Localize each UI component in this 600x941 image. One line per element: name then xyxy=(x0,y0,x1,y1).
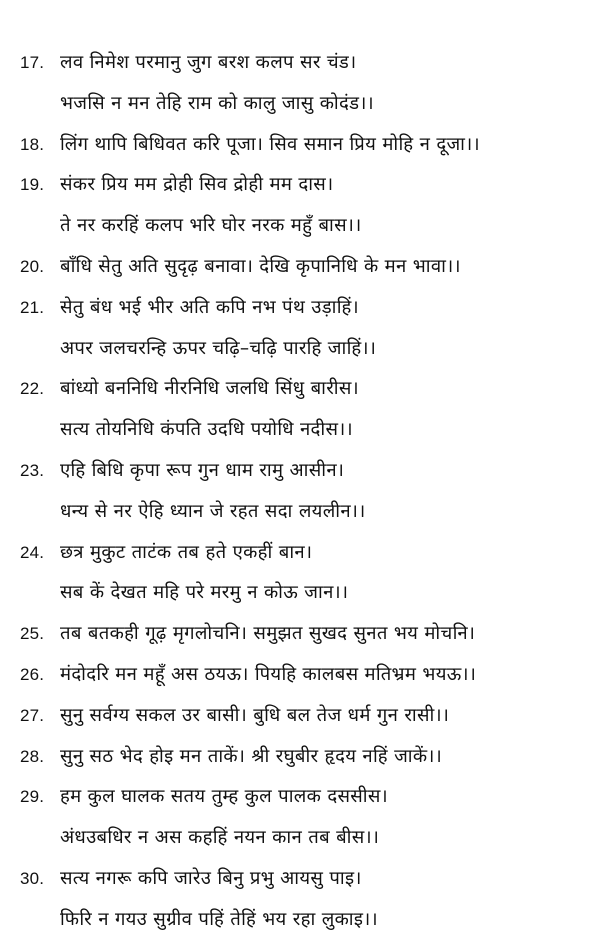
verse-number: 27. xyxy=(20,705,45,725)
verse-line xyxy=(0,43,600,84)
verse-line xyxy=(0,329,600,370)
verse-line xyxy=(0,84,600,125)
verse-number: 20. xyxy=(20,256,45,276)
verse-text: सत्य नगरू कपि जारेउ बिनु प्रभु आयसु पाइ। xyxy=(60,867,362,889)
verse-number: 17. xyxy=(20,53,45,72)
verse-text: सुनु सर्वग्य सकल उर बासी। बुधि बल तेज धर्म गुन रासी।। xyxy=(60,704,450,726)
verse-text: बाँधि सेतु अति सुदृढ़ बनावा। देखि कृपानिधि के मन भावा।। xyxy=(60,255,461,277)
verse-number: 19. xyxy=(20,175,45,195)
verse-number: 26. xyxy=(20,664,45,684)
verse xyxy=(0,165,600,247)
verse-number: 18. xyxy=(20,134,45,154)
verse-text: सेतु बंध भई भीर अति कपि नभ पंथ उड़ाहिं। xyxy=(60,296,359,318)
verse-text: एहि बिधि कृपा रूप गुन धाम रामु आसीन। xyxy=(60,459,345,481)
verse xyxy=(0,737,600,778)
verse-text: सब कें देखत महि परे मरमु न कोऊ जान।। xyxy=(60,582,349,604)
verse-text: सत्य तोयनिधि कंपति उदधि पयोधि नदीस।। xyxy=(60,419,353,441)
verse-line xyxy=(0,288,600,329)
verse-line xyxy=(0,900,600,941)
verse-text: छत्र मुकुट ताटंक तब हते एकहीं बान। xyxy=(60,541,313,563)
verse xyxy=(0,696,600,737)
verse-number: 24. xyxy=(20,542,45,562)
verse-line xyxy=(0,614,600,655)
verse-line xyxy=(0,655,600,696)
verse xyxy=(0,247,600,288)
verse-line xyxy=(0,777,600,818)
verse-line xyxy=(0,737,600,778)
verse-number: 25. xyxy=(20,624,45,644)
verse-line xyxy=(0,369,600,410)
verse-number: 22. xyxy=(20,379,45,399)
verse-line xyxy=(0,818,600,859)
verse-number: 21. xyxy=(20,297,45,317)
verse xyxy=(0,859,600,941)
verse-number: 29. xyxy=(20,787,45,807)
verse xyxy=(0,614,600,655)
verse-number: 23. xyxy=(20,460,45,480)
verse xyxy=(0,125,600,166)
verse-page xyxy=(0,43,600,941)
verse-line xyxy=(0,533,600,574)
verse-line xyxy=(0,696,600,737)
verse-text: संकर प्रिय मम द्रोही सिव द्रोही मम दास। xyxy=(60,174,334,196)
verse-line xyxy=(0,247,600,288)
verse-line xyxy=(0,125,600,166)
verse xyxy=(0,288,600,370)
verse xyxy=(0,43,600,125)
verse-text: बांध्यो बननिधि नीरनिधि जलधि सिंधु बारीस। xyxy=(60,378,359,400)
verse-text: तब बतकही गूढ़ मृगलोचनि। समुझत सुखद सुनत भय मोचनि। xyxy=(60,623,476,645)
verse-line xyxy=(0,206,600,247)
verse xyxy=(0,451,600,533)
verse-line xyxy=(0,492,600,533)
verse xyxy=(0,533,600,615)
verse xyxy=(0,369,600,451)
verse-line xyxy=(0,451,600,492)
verse-text: ते नर करहिं कलप भरि घोर नरक महुँ बास।। xyxy=(60,215,362,237)
verse-line xyxy=(0,165,600,206)
verse xyxy=(0,777,600,859)
verse-text: लिंग थापि बिधिवत करि पूजा। सिव समान प्रिय मोहि न दूजा।। xyxy=(60,133,480,155)
verse-number: 30. xyxy=(20,868,45,888)
verse-text: भजसि न मन तेहि राम को कालु जासु कोदंड।। xyxy=(60,92,374,114)
verse-text: धन्य से नर ऐहि ध्यान जे रहत सदा लयलीन।। xyxy=(60,500,366,522)
verse-text: मंदोदरि मन महूँ अस ठयऊ। पियहि कालबस मतिभ्रम भयऊ।। xyxy=(60,663,477,685)
verse-line xyxy=(0,859,600,900)
verse-line xyxy=(0,410,600,451)
verse-text: फिरि न गयउ सुग्रीव पहिं तेहिं भय रहा लुकाइ।। xyxy=(60,908,378,930)
verse xyxy=(0,655,600,696)
verse-text: लव निमेश परमानु जुग बरश कलप सर चंड। xyxy=(60,52,357,73)
verse-number: 28. xyxy=(20,746,45,766)
verse-text: सुनु सठ भेद होइ मन ताकें। श्री रघुबीर हृदय नहिं जाकें।। xyxy=(60,745,443,767)
verse-text: हम कुल घालक सतय तुम्ह कुल पालक दससीस। xyxy=(60,786,388,808)
verse-text: अंधउबधिर न अस कहहिं नयन कान तब बीस।। xyxy=(60,827,380,849)
verse-line xyxy=(0,573,600,614)
verse-text: अपर जलचरन्हि ऊपर चढ़ि–चढ़ि पारहि जाहिं।। xyxy=(60,337,377,359)
